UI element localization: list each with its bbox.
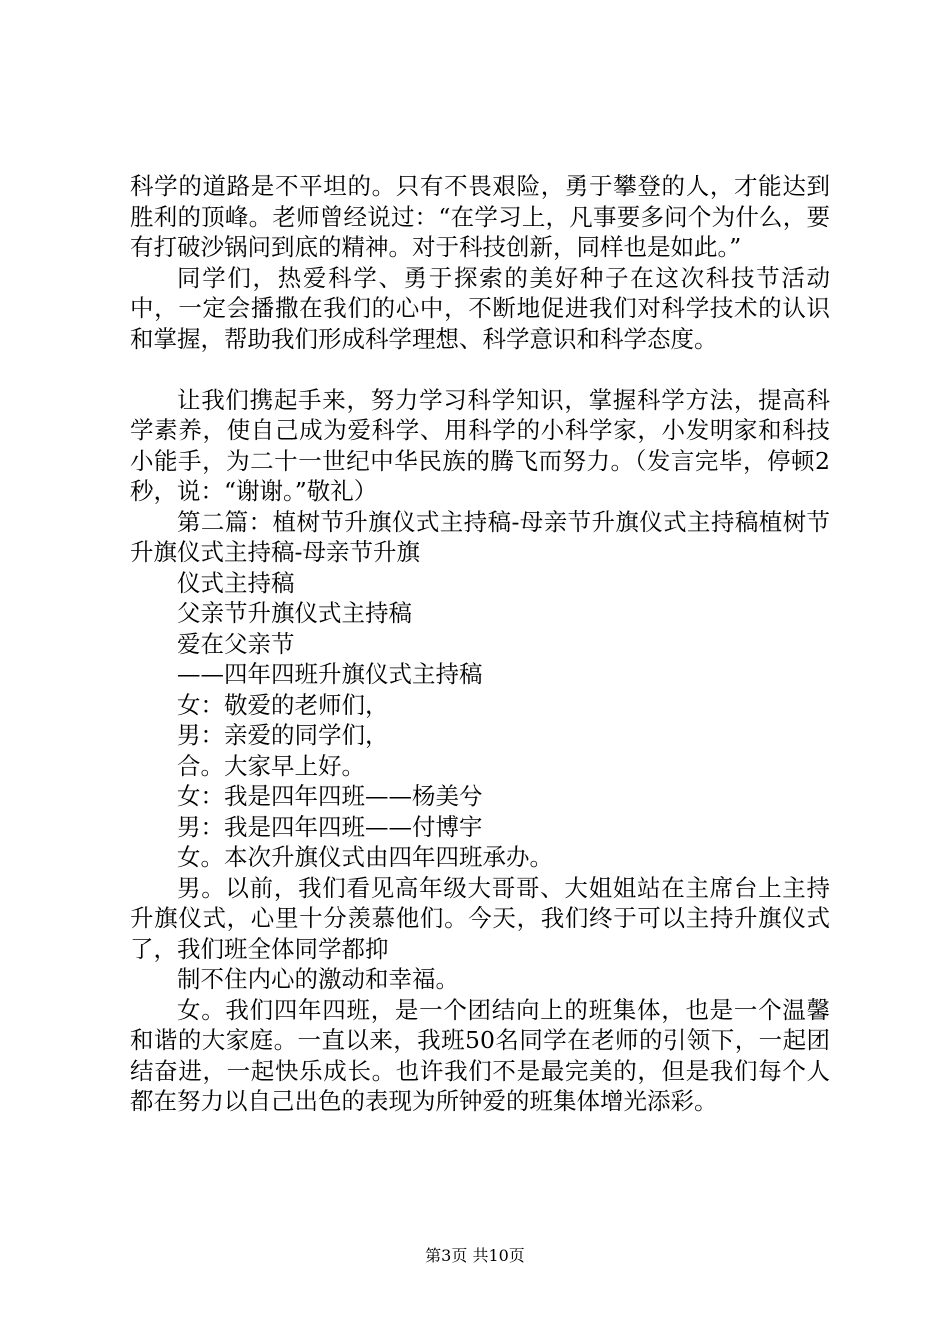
paragraph: 女。我们四年四班，是一个团结向上的班集体，也是一个温馨和谐的大家庭。一直以来，我班50名同学在老师的引领下，一起团结奋进，一起快乐成长。也许我们不是最完美的，但是我们每个人都在努力以自己出色的表现为所钟爱的班集体增光添彩。 [130, 995, 830, 1115]
paragraph: 男：亲爱的同学们， [177, 721, 389, 749]
paragraph: 同学们，热爱科学、勇于探索的美好种子在这次科技节活动中，一定会播撒在我们的心中，不断地促进我们对科学技术的认识和掌握，帮助我们形成科学理想、科学意识和科学态度。 [130, 263, 830, 353]
paragraph: 父亲节升旗仪式主持稿 [177, 599, 412, 627]
paragraph: 女：我是四年四班——杨美兮 [177, 782, 483, 810]
document-body [130, 171, 830, 1117]
paragraph: 第二篇：植树节升旗仪式主持稿-母亲节升旗仪式主持稿植树节升旗仪式主持稿-母亲节升旗 [130, 507, 830, 566]
paragraph: 让我们携起手来，努力学习科学知识，掌握科学方法，提高科学素养，使自己成为爱科学、用科学的小科学家，小发明家和科技小能手，为二十一世纪中华民族的腾飞而努力。（发言完毕，停顿2秒，说：“谢谢。”敬礼） [130, 385, 830, 505]
paragraph: 科学的道路是不平坦的。只有不畏艰险，勇于攀登的人，才能达到胜利的顶峰。老师曾经说过：“在学习上，凡事要多问个为什么，要有打破沙锅问到底的精神。对于科技创新，同样也是如此。” [130, 172, 830, 261]
paragraph: 爱在父亲节 [177, 629, 295, 658]
paragraph: ——四年四班升旗仪式主持稿 [177, 660, 483, 688]
paragraph: 女。本次升旗仪式由四年四班承办。 [177, 843, 553, 871]
paragraph [130, 354, 830, 385]
paragraph: 仪式主持稿 [177, 568, 295, 597]
paragraph: 男。以前，我们看见高年级大哥哥、大姐姐站在主席台上主持升旗仪式，心里十分羡慕他们。今天，我们终于可以主持升旗仪式了，我们班全体同学都抑 [130, 873, 830, 963]
paragraph: 女：敬爱的老师们， [177, 690, 389, 719]
paragraph: 合。大家早上好。 [177, 751, 365, 780]
paragraph: 男：我是四年四班——付博宇 [177, 812, 483, 841]
page-footer: 第3页 共10页 [425, 1246, 525, 1265]
paragraph: 制不住内心的激动和幸福。 [177, 965, 459, 993]
